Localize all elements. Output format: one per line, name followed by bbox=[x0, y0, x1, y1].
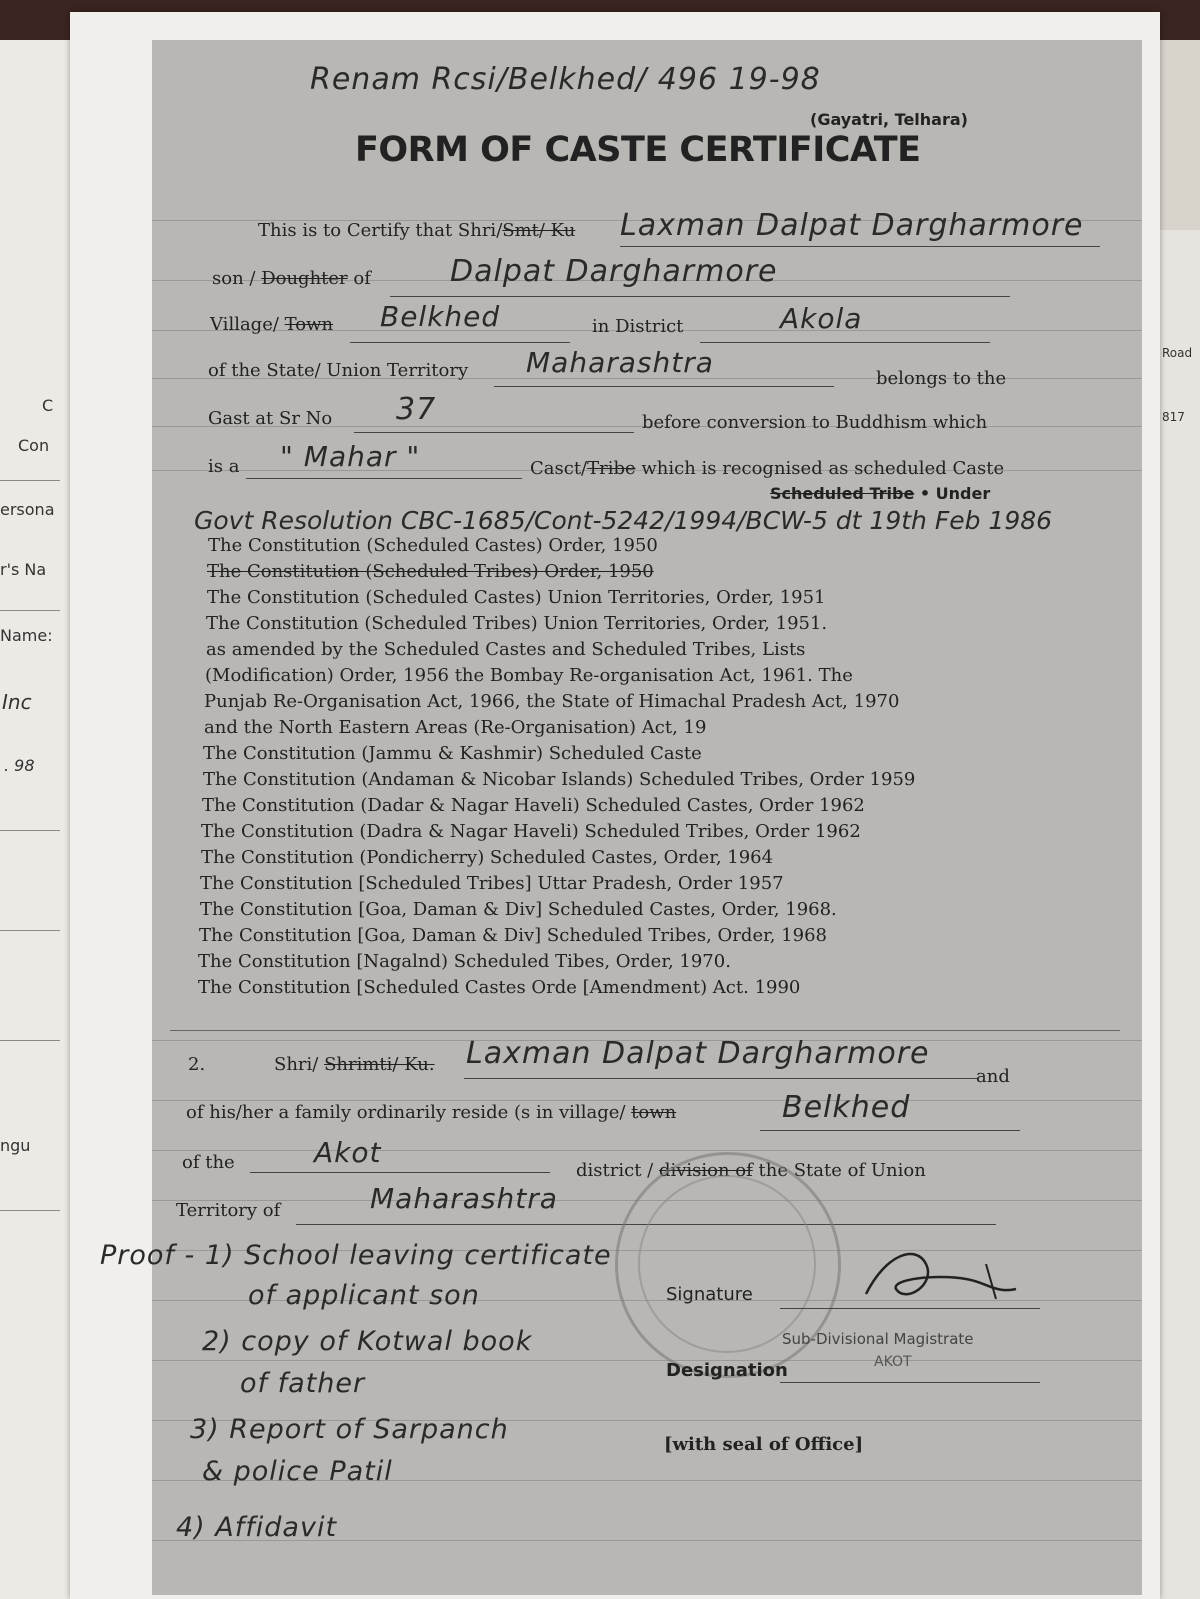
district-label: in District bbox=[592, 316, 684, 337]
order-line: The Constitution (Pondicherry) Scheduled Castes, Order, 1964 bbox=[201, 847, 774, 868]
struck-text: division of bbox=[658, 1160, 753, 1181]
struck-text: Town bbox=[284, 314, 334, 335]
before-conversion-label: before conversion to Buddhism which bbox=[642, 412, 988, 433]
edge-line bbox=[0, 1210, 60, 1211]
proof-line: of applicant son bbox=[248, 1280, 480, 1311]
is-a-label: is a bbox=[208, 456, 240, 477]
proof-line: 3) Report of Sarpanch bbox=[190, 1414, 509, 1445]
scheduled-tribe-line: Scheduled Tribe • Under bbox=[770, 484, 991, 503]
district-division-line: district / division of the State of Union bbox=[576, 1160, 926, 1181]
father-name-handwritten: Dalpat Dargharmore bbox=[450, 254, 778, 289]
govt-resolution-handwritten: Govt Resolution CBC-1685/Cont-5242/1994/BCW-5 dt 19th Feb 1986 bbox=[194, 506, 1053, 535]
certify-label: This is to Certify that Shri/ bbox=[258, 220, 503, 241]
edge-fragment: . 98 bbox=[4, 756, 35, 775]
recognised-line: Casct/Tribe which is recognised as scheduled Caste bbox=[530, 458, 1005, 479]
order-line: The Constitution (Jammu & Kashmir) Scheduled Caste bbox=[203, 743, 702, 764]
village-line: Village/ Town bbox=[210, 314, 334, 335]
territory-value-handwritten: Maharashtra bbox=[370, 1182, 558, 1215]
order-line: The Constitution [Scheduled Castes Orde [Amendment) Act. 1990 bbox=[198, 977, 801, 998]
edge-line bbox=[0, 610, 60, 611]
caste-value-handwritten: " Mahar " bbox=[280, 440, 421, 473]
section-number: 2. bbox=[188, 1054, 206, 1075]
belongs-label: belongs to the bbox=[876, 368, 1007, 389]
territory-label: Territory of bbox=[176, 1200, 281, 1221]
proof-line: of father bbox=[240, 1368, 366, 1399]
order-line: (Modification) Order, 1956 the Bombay Re-organisation Act, 1961. The bbox=[205, 665, 853, 686]
order-line: The Constitution (Scheduled Castes) Order, 1950 bbox=[208, 535, 658, 556]
designation-label: Designation bbox=[666, 1360, 788, 1381]
designation-stamp: Sub-Divisional Magistrate bbox=[782, 1330, 974, 1348]
edge-line bbox=[0, 1040, 60, 1041]
struck-text: Smt/ Ku bbox=[502, 220, 576, 241]
seal-of-office-label: [with seal of Office] bbox=[664, 1434, 864, 1455]
section2-name-handwritten: Laxman Dalpat Dargharmore bbox=[466, 1036, 930, 1071]
order-line: The Constitution [Goa, Daman & Div] Scheduled Tribes, Order, 1968 bbox=[199, 925, 827, 946]
edge-fragment: ersona bbox=[0, 500, 55, 519]
page-title: FORM OF CASTE CERTIFICATE bbox=[355, 130, 921, 170]
district-value-handwritten: Akola bbox=[780, 302, 863, 335]
order-line: The Constitution [Goa, Daman & Div] Scheduled Castes, Order, 1968. bbox=[200, 899, 837, 920]
reside-line: of his/her a family ordinarily reside (s in village/ town bbox=[186, 1102, 677, 1123]
background-paper-right bbox=[1160, 230, 1200, 1599]
reference-number-handwritten: Renam Rcsi/Belkhed/ 496 19-98 bbox=[310, 62, 821, 97]
and-label: and bbox=[976, 1066, 1010, 1087]
order-line: The Constitution (Scheduled Castes) Union Territories, Order, 1951 bbox=[207, 587, 826, 608]
edge-fragment: Inc bbox=[2, 690, 32, 714]
son-of-line: son / Doughter of bbox=[212, 268, 371, 289]
designation-place: AKOT bbox=[874, 1354, 912, 1370]
edge-line bbox=[0, 480, 60, 481]
edge-fragment: C bbox=[42, 396, 54, 415]
place-note: (Gayatri, Telhara) bbox=[810, 110, 968, 129]
proof-line: 2) copy of Kotwal book bbox=[202, 1326, 533, 1357]
struck-text: Shrimti/ Ku. bbox=[324, 1054, 435, 1075]
village-value-handwritten: Belkhed bbox=[380, 300, 501, 333]
order-line: The Constitution (Dadra & Nagar Haveli) Scheduled Tribes, Order 1962 bbox=[201, 821, 861, 842]
order-line: and the North Eastern Areas (Re-Organisation) Act, 19 bbox=[204, 717, 707, 738]
struck-text: Tribe bbox=[587, 458, 636, 479]
edge-line bbox=[0, 930, 60, 931]
struck-text: town bbox=[631, 1102, 677, 1123]
edge-fragment: Road bbox=[1162, 346, 1193, 360]
applicant-name-handwritten: Laxman Dalpat Dargharmore bbox=[620, 208, 1084, 243]
order-line: The Constitution (Dadar & Nagar Haveli) Scheduled Castes, Order 1962 bbox=[202, 795, 865, 816]
proof-line: Proof - 1) School leaving certificate bbox=[100, 1240, 612, 1271]
edge-fragment: Con bbox=[18, 436, 50, 455]
struck-text: Doughter bbox=[261, 268, 348, 289]
of-the-label: of the bbox=[182, 1152, 235, 1173]
order-line: The Constitution (Scheduled Tribes) Order, 1950 bbox=[207, 561, 654, 582]
order-line: Punjab Re-Organisation Act, 1966, the State of Himachal Pradesh Act, 1970 bbox=[204, 691, 900, 712]
struck-text: Scheduled Tribe bbox=[770, 484, 915, 503]
order-line: The Constitution (Andaman & Nicobar Islands) Scheduled Tribes, Order 1959 bbox=[203, 769, 916, 790]
order-line: The Constitution [Scheduled Tribes] Uttar Pradesh, Order 1957 bbox=[200, 873, 784, 894]
order-line: The Constitution [Nagalnd) Scheduled Tibes, Order, 1970. bbox=[198, 951, 731, 972]
edge-fragment: 817 bbox=[1162, 410, 1185, 424]
edge-fragment: Name: bbox=[0, 626, 53, 645]
edge-fragment: r's Na bbox=[0, 560, 47, 579]
certificate-sheet bbox=[70, 12, 1160, 1599]
certify-line bbox=[258, 220, 575, 241]
shri-label-line: Shri/ Shrimti/ Ku. bbox=[274, 1054, 435, 1075]
section2-district-handwritten: Akot bbox=[314, 1136, 382, 1169]
gast-number-handwritten: 37 bbox=[396, 392, 437, 427]
proof-line: 4) Affidavit bbox=[176, 1512, 338, 1543]
order-line: as amended by the Scheduled Castes and Scheduled Tribes, Lists bbox=[206, 639, 806, 660]
signature-mark bbox=[846, 1234, 1046, 1314]
edge-fragment: ngu bbox=[0, 1136, 31, 1155]
gast-label: Gast at Sr No bbox=[208, 408, 333, 429]
edge-line bbox=[0, 830, 60, 831]
proof-line: & police Patil bbox=[202, 1456, 393, 1487]
state-value-handwritten: Maharashtra bbox=[526, 346, 714, 379]
order-line: The Constitution (Scheduled Tribes) Union Territories, Order, 1951. bbox=[206, 613, 828, 634]
state-label: of the State/ Union Territory bbox=[208, 360, 469, 381]
signature-label: Signature bbox=[666, 1284, 753, 1305]
section2-village-handwritten: Belkhed bbox=[782, 1090, 911, 1125]
